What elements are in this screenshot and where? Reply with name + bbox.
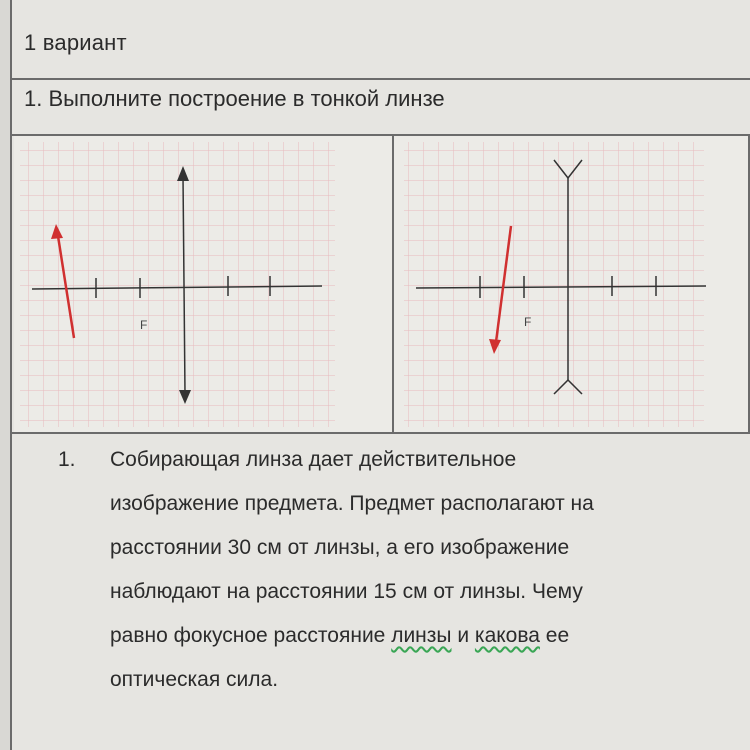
converging-lens-figure <box>14 136 392 432</box>
row-divider <box>12 432 750 434</box>
problem-text <box>110 438 740 702</box>
task-title: 1. Выполните построение в тонкой линзе <box>24 86 445 111</box>
spellcheck-word: какова <box>474 624 540 647</box>
spellcheck-word: линзы <box>391 624 452 647</box>
grid <box>404 142 704 427</box>
problem-line: Собирающая линза дает действительное <box>110 448 517 471</box>
grid <box>20 142 335 427</box>
focus-label: F <box>524 315 532 329</box>
problem-line: изображение предмета. Предмет располагают на <box>110 492 594 515</box>
variant-title: 1 вариант <box>24 30 127 55</box>
diverging-lens-figure <box>394 136 750 432</box>
problem-line: наблюдают на расстоянии 15 см от линзы. Чему <box>110 580 583 603</box>
problem-line: расстоянии 30 см от линзы, а его изображение <box>110 536 570 559</box>
problem-number: 1. <box>58 448 76 471</box>
problem-line: оптическая сила. <box>110 668 279 691</box>
problem-line: равно фокусное расстояние линзы и какова ее <box>110 624 570 647</box>
row-divider <box>12 78 750 80</box>
focus-label: F <box>140 318 148 332</box>
